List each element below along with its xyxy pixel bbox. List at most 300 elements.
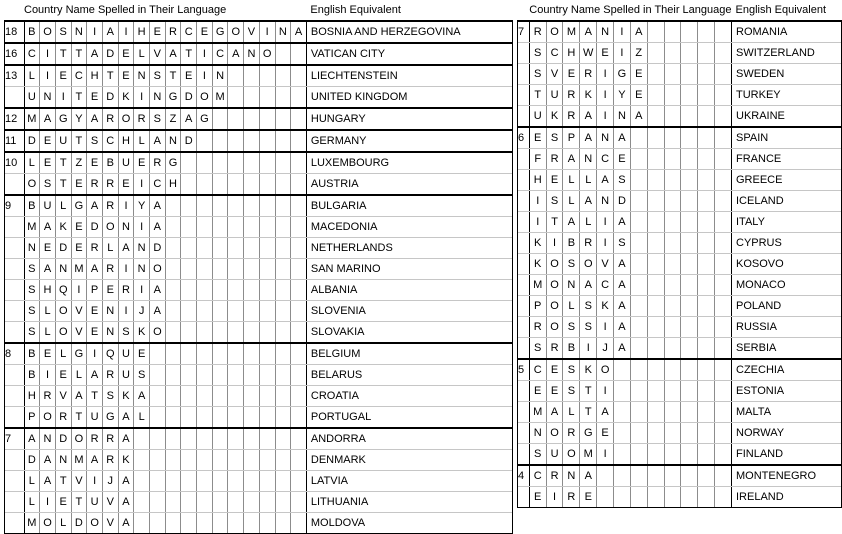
letter-cell xyxy=(275,513,291,534)
letter-cell xyxy=(212,428,228,450)
letter-cell xyxy=(291,43,307,65)
letter-cell xyxy=(259,471,275,492)
letter-cell xyxy=(165,259,181,280)
letter-cell xyxy=(291,428,307,450)
letter-cell xyxy=(212,492,228,513)
letter-cell xyxy=(664,423,681,444)
letter-cell xyxy=(228,365,244,386)
letter-cell xyxy=(647,275,664,296)
letter-cell xyxy=(181,152,197,174)
letter-count xyxy=(4,513,24,534)
letter-cell: F xyxy=(529,149,546,170)
table-row xyxy=(4,301,513,322)
letter-cell: O xyxy=(546,296,563,317)
letter-cell xyxy=(664,465,681,487)
letter-cell: E xyxy=(40,238,56,259)
letter-cell: I xyxy=(134,280,150,301)
letter-cell xyxy=(212,238,228,259)
letter-cell: E xyxy=(597,423,614,444)
letter-cell xyxy=(165,407,181,429)
letter-cell: A xyxy=(118,238,134,259)
letter-cell xyxy=(291,217,307,238)
letter-cell: A xyxy=(40,217,56,238)
letter-count xyxy=(517,212,529,233)
letter-cell: L xyxy=(24,152,40,174)
letter-cell xyxy=(165,280,181,301)
letter-cell: T xyxy=(71,87,87,109)
letter-cell: U xyxy=(118,343,134,365)
letter-cell xyxy=(244,407,260,429)
letter-cell xyxy=(181,428,197,450)
english-name: PORTUGAL xyxy=(306,407,513,429)
letter-cell xyxy=(212,365,228,386)
english-name: LATVIA xyxy=(306,471,513,492)
letter-cell xyxy=(630,254,647,275)
letter-cell xyxy=(259,301,275,322)
english-name: SAN MARINO xyxy=(306,259,513,280)
letter-cell: I xyxy=(597,106,614,128)
letter-cell: A xyxy=(150,195,166,217)
english-name: SLOVENIA xyxy=(306,301,513,322)
letter-cell xyxy=(244,365,260,386)
letter-cell: O xyxy=(259,43,275,65)
letter-count: 9 xyxy=(4,195,24,217)
letter-cell: R xyxy=(529,21,546,43)
letter-cell xyxy=(275,108,291,130)
letter-cell: A xyxy=(87,43,103,65)
letter-count xyxy=(4,450,24,471)
english-name: SLOVAKIA xyxy=(306,322,513,344)
letter-cell xyxy=(275,195,291,217)
letter-cell xyxy=(165,471,181,492)
english-name: IRELAND xyxy=(732,487,842,508)
english-name: TURKEY xyxy=(732,85,842,106)
letter-count xyxy=(517,338,529,360)
letter-cell: O xyxy=(546,275,563,296)
letter-cell xyxy=(165,301,181,322)
letter-cell xyxy=(715,338,732,360)
letter-cell xyxy=(664,444,681,466)
letter-cell xyxy=(664,149,681,170)
letter-count xyxy=(517,106,529,128)
letter-cell: O xyxy=(228,21,244,43)
letter-cell xyxy=(647,106,664,128)
table-row xyxy=(4,174,513,196)
letter-cell xyxy=(165,386,181,407)
letter-cell: A xyxy=(118,471,134,492)
letter-cell: O xyxy=(546,423,563,444)
letter-cell: M xyxy=(24,108,40,130)
letter-cell: A xyxy=(134,386,150,407)
table-row xyxy=(517,317,842,338)
letter-cell: K xyxy=(134,322,150,344)
letter-cell: A xyxy=(563,212,580,233)
letter-cell xyxy=(698,423,715,444)
table-row xyxy=(517,106,842,128)
letter-cell xyxy=(681,64,698,85)
letter-cell xyxy=(244,280,260,301)
letter-cell: S xyxy=(150,65,166,87)
english-name: MALTA xyxy=(732,402,842,423)
letter-cell: E xyxy=(134,152,150,174)
letter-cell xyxy=(291,259,307,280)
english-name: VATICAN CITY xyxy=(306,43,513,65)
letter-cell: I xyxy=(597,64,614,85)
letter-cell: E xyxy=(529,127,546,149)
letter-cell: S xyxy=(563,317,580,338)
table-row xyxy=(4,259,513,280)
letter-cell: I xyxy=(614,43,631,64)
letter-cell: L xyxy=(40,322,56,344)
letter-cell: S xyxy=(102,386,118,407)
letter-cell xyxy=(291,513,307,534)
letter-cell: M xyxy=(71,450,87,471)
letter-cell: T xyxy=(580,402,597,423)
letter-count xyxy=(517,254,529,275)
letter-cell xyxy=(698,149,715,170)
letter-cell xyxy=(228,450,244,471)
letter-cell: C xyxy=(212,43,228,65)
letter-cell xyxy=(291,152,307,174)
letter-cell: P xyxy=(563,127,580,149)
letter-cell: T xyxy=(55,471,71,492)
letter-cell: M xyxy=(580,444,597,466)
letter-cell: C xyxy=(150,174,166,196)
letter-cell: M xyxy=(24,217,40,238)
letter-cell xyxy=(165,217,181,238)
table-row xyxy=(4,238,513,259)
letter-cell: E xyxy=(546,170,563,191)
letter-cell: L xyxy=(580,212,597,233)
english-name: GREECE xyxy=(732,170,842,191)
letter-cell xyxy=(664,254,681,275)
table-row xyxy=(4,407,513,429)
letter-cell xyxy=(181,238,197,259)
letter-cell xyxy=(259,492,275,513)
letter-cell: E xyxy=(55,492,71,513)
table-row xyxy=(517,275,842,296)
letter-cell xyxy=(647,43,664,64)
letter-cell: G xyxy=(102,407,118,429)
letter-cell: G xyxy=(580,423,597,444)
letter-cell xyxy=(664,275,681,296)
letter-cell: O xyxy=(546,317,563,338)
letter-cell: U xyxy=(24,87,40,109)
letter-cell: D xyxy=(181,130,197,152)
letter-cell: I xyxy=(546,233,563,254)
letter-cell: I xyxy=(71,280,87,301)
letter-cell: I xyxy=(597,444,614,466)
header-english-equivalent: English Equivalent xyxy=(306,0,513,21)
letter-count xyxy=(517,170,529,191)
letter-cell xyxy=(664,296,681,317)
letter-cell: P xyxy=(529,296,546,317)
letter-count xyxy=(4,238,24,259)
english-name: UKRAINE xyxy=(732,106,842,128)
letter-count xyxy=(4,217,24,238)
letter-cell: H xyxy=(40,280,56,301)
letter-cell: U xyxy=(87,407,103,429)
letter-cell: A xyxy=(102,21,118,43)
letter-cell xyxy=(197,301,213,322)
letter-cell xyxy=(630,402,647,423)
letter-cell: A xyxy=(40,259,56,280)
letter-cell xyxy=(698,487,715,508)
letter-cell: I xyxy=(40,43,56,65)
letter-cell: I xyxy=(546,487,563,508)
letter-cell: A xyxy=(40,471,56,492)
letter-cell: O xyxy=(546,254,563,275)
letter-cell: J xyxy=(134,301,150,322)
letter-cell xyxy=(197,513,213,534)
letter-cell: O xyxy=(40,21,56,43)
letter-cell: A xyxy=(118,492,134,513)
letter-cell xyxy=(647,423,664,444)
table-row xyxy=(517,423,842,444)
letter-cell xyxy=(197,343,213,365)
letter-cell: R xyxy=(87,428,103,450)
letter-cell: L xyxy=(102,238,118,259)
english-name: ROMANIA xyxy=(732,21,842,43)
letter-cell xyxy=(698,317,715,338)
letter-count: 10 xyxy=(4,152,24,174)
letter-count xyxy=(4,174,24,196)
letter-cell xyxy=(228,174,244,196)
letter-cell: G xyxy=(165,87,181,109)
english-name: SPAIN xyxy=(732,127,842,149)
letter-cell: O xyxy=(55,301,71,322)
letter-cell xyxy=(614,359,631,381)
letter-cell xyxy=(165,365,181,386)
letter-cell xyxy=(259,407,275,429)
letter-cell: V xyxy=(102,492,118,513)
letter-cell: O xyxy=(40,513,56,534)
letter-cell xyxy=(291,450,307,471)
letter-cell xyxy=(681,359,698,381)
letter-cell xyxy=(275,343,291,365)
letter-cell: A xyxy=(150,217,166,238)
letter-cell: A xyxy=(580,106,597,128)
letter-cell xyxy=(275,301,291,322)
letter-cell: E xyxy=(55,65,71,87)
letter-cell xyxy=(259,65,275,87)
letter-cell xyxy=(244,238,260,259)
letter-cell: A xyxy=(614,275,631,296)
letter-cell xyxy=(275,217,291,238)
letter-cell xyxy=(212,471,228,492)
letter-cell: M xyxy=(71,259,87,280)
letter-cell xyxy=(244,87,260,109)
letter-cell xyxy=(291,108,307,130)
letter-count: 4 xyxy=(517,465,529,487)
letter-cell: M xyxy=(24,513,40,534)
letter-cell: E xyxy=(197,21,213,43)
letter-cell xyxy=(275,259,291,280)
letter-cell: E xyxy=(71,217,87,238)
table-row xyxy=(517,212,842,233)
letter-cell: R xyxy=(102,428,118,450)
letter-cell xyxy=(715,233,732,254)
table-row xyxy=(4,386,513,407)
letter-cell: I xyxy=(597,212,614,233)
letter-cell xyxy=(181,492,197,513)
table-row xyxy=(4,21,513,43)
english-name: BELARUS xyxy=(306,365,513,386)
letter-cell: Q xyxy=(102,343,118,365)
letter-cell xyxy=(228,87,244,109)
letter-count xyxy=(517,233,529,254)
letter-cell: U xyxy=(118,152,134,174)
letter-cell xyxy=(715,85,732,106)
letter-count xyxy=(4,87,24,109)
letter-cell: H xyxy=(118,130,134,152)
table-row xyxy=(4,280,513,301)
letter-cell: R xyxy=(150,152,166,174)
letter-cell: K xyxy=(118,87,134,109)
letter-cell xyxy=(647,191,664,212)
letter-cell: T xyxy=(55,174,71,196)
letter-cell: I xyxy=(87,21,103,43)
letter-cell xyxy=(715,317,732,338)
table-row xyxy=(4,195,513,217)
letter-count xyxy=(517,381,529,402)
letter-cell xyxy=(165,492,181,513)
table-row xyxy=(517,296,842,317)
letter-cell: N xyxy=(102,322,118,344)
letter-cell xyxy=(134,492,150,513)
table-row xyxy=(4,217,513,238)
letter-cell xyxy=(275,386,291,407)
letter-cell xyxy=(647,21,664,43)
letter-cell: T xyxy=(102,65,118,87)
letter-cell xyxy=(244,217,260,238)
letter-cell xyxy=(715,191,732,212)
letter-cell: E xyxy=(580,487,597,508)
header-row xyxy=(517,0,842,21)
letter-cell: R xyxy=(563,106,580,128)
letter-cell xyxy=(228,65,244,87)
english-name: DENMARK xyxy=(306,450,513,471)
letter-cell xyxy=(698,275,715,296)
letter-cell: C xyxy=(597,275,614,296)
english-name: SERBIA xyxy=(732,338,842,360)
table-row xyxy=(517,191,842,212)
letter-cell xyxy=(165,513,181,534)
letter-cell xyxy=(715,212,732,233)
letter-cell xyxy=(681,21,698,43)
letter-count xyxy=(517,191,529,212)
header-row xyxy=(4,0,513,21)
letter-cell xyxy=(647,317,664,338)
letter-cell xyxy=(197,238,213,259)
letter-cell xyxy=(181,217,197,238)
letter-cell: P xyxy=(24,407,40,429)
letter-cell xyxy=(275,450,291,471)
letter-cell: U xyxy=(529,106,546,128)
letter-count xyxy=(4,386,24,407)
letter-cell xyxy=(197,365,213,386)
letter-cell xyxy=(275,174,291,196)
letter-cell xyxy=(212,343,228,365)
english-name: ESTONIA xyxy=(732,381,842,402)
letter-cell: B xyxy=(24,21,40,43)
letter-cell: E xyxy=(118,43,134,65)
letter-cell xyxy=(630,487,647,508)
letter-cell xyxy=(647,64,664,85)
letter-cell xyxy=(259,343,275,365)
letter-cell xyxy=(647,233,664,254)
letter-cell xyxy=(134,428,150,450)
letter-cell xyxy=(630,127,647,149)
letter-cell xyxy=(165,322,181,344)
letter-cell xyxy=(715,444,732,466)
letter-cell: O xyxy=(71,428,87,450)
table-row xyxy=(4,130,513,152)
letter-count xyxy=(4,322,24,344)
letter-cell xyxy=(291,343,307,365)
letter-cell: A xyxy=(87,259,103,280)
letter-count xyxy=(4,471,24,492)
letter-cell xyxy=(181,280,197,301)
letter-cell: E xyxy=(529,487,546,508)
letter-cell: E xyxy=(118,65,134,87)
letter-cell xyxy=(664,191,681,212)
letter-cell xyxy=(259,259,275,280)
letter-cell xyxy=(212,301,228,322)
letter-cell: R xyxy=(563,423,580,444)
letter-cell xyxy=(291,322,307,344)
letter-cell: B xyxy=(563,233,580,254)
letter-cell xyxy=(212,217,228,238)
table-row xyxy=(517,465,842,487)
letter-cell xyxy=(212,407,228,429)
letter-cell: N xyxy=(165,130,181,152)
letter-cell: E xyxy=(40,343,56,365)
letter-cell: S xyxy=(563,381,580,402)
letter-cell xyxy=(212,322,228,344)
letter-cell: M xyxy=(529,402,546,423)
letter-count xyxy=(517,85,529,106)
letter-cell: D xyxy=(102,43,118,65)
letter-cell xyxy=(244,301,260,322)
letter-cell xyxy=(630,170,647,191)
letter-cell xyxy=(715,149,732,170)
table-row xyxy=(4,87,513,109)
letter-cell: S xyxy=(87,130,103,152)
letter-cell: K xyxy=(580,85,597,106)
letter-cell: Y xyxy=(134,195,150,217)
letter-cell xyxy=(614,381,631,402)
letter-cell xyxy=(681,275,698,296)
letter-cell xyxy=(597,465,614,487)
left-country-table xyxy=(4,0,513,534)
table-row xyxy=(517,85,842,106)
letter-cell xyxy=(165,428,181,450)
letter-cell: K xyxy=(529,254,546,275)
letter-cell: G xyxy=(614,64,631,85)
letter-cell xyxy=(630,359,647,381)
letter-cell xyxy=(212,280,228,301)
letter-cell xyxy=(647,212,664,233)
letter-cell: I xyxy=(597,85,614,106)
letter-cell xyxy=(244,450,260,471)
letter-cell xyxy=(664,170,681,191)
letter-cell: L xyxy=(24,471,40,492)
letter-cell: D xyxy=(614,191,631,212)
letter-cell: N xyxy=(529,423,546,444)
letter-cell: R xyxy=(87,238,103,259)
table-row xyxy=(517,21,842,43)
